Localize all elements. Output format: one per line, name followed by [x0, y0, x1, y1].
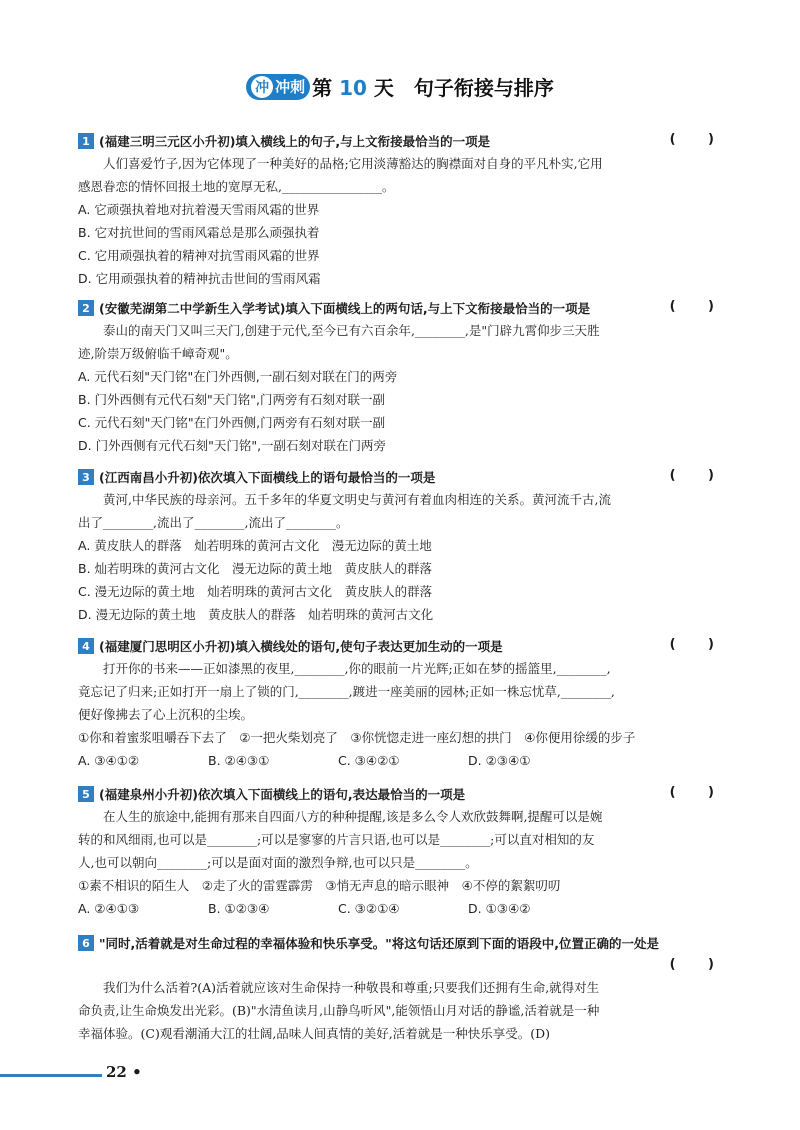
- option-a[interactable]: A. ③④①②: [78, 753, 140, 768]
- option-a[interactable]: A. 元代石刻"天门铭"在门外西侧,一副石刻对联在门的两旁: [78, 369, 398, 384]
- option-c[interactable]: C. 元代石刻"天门铭"在门外西侧,门两旁有石刻对联一副: [78, 415, 386, 430]
- passage-line: 在人生的旅途中,能拥有那来自四面八方的种种提醒,该是多么令人欢欣鼓舞啊,提醒可以是婉: [103, 809, 603, 824]
- question-3: [78, 466, 728, 626]
- page-title: [0, 72, 800, 106]
- question-title: (福建三明三元区小升初)填入横线上的句子,与上文衔接最恰当的一项是: [99, 134, 491, 149]
- passage-line: 泰山的南天门又叫三天门,创建于元代,至今已有六百余年,________,是"门辟九霄仰步三天胜: [103, 323, 600, 338]
- passage-line: 出了________,流出了________,流出了________。: [78, 515, 349, 530]
- passage-line: 感恩眷恋的情怀回报土地的宽厚无私,________________。: [78, 179, 395, 194]
- option-d[interactable]: D. 它用顽强执着的精神抗击世间的雪雨风霜: [78, 271, 321, 286]
- passage-line: 我们为什么活着?(A)活着就应该对生命保持一种敬畏和尊重;只要我们还拥有生命,就得对生: [103, 980, 600, 995]
- option-c[interactable]: C. ③②①④: [338, 901, 400, 916]
- answer-paren[interactable]: ( ): [669, 132, 728, 147]
- question-number: 2: [78, 300, 94, 316]
- passage-line: 便好像拂去了心上沉积的尘埃。: [78, 707, 254, 722]
- option-d[interactable]: D. ①③④②: [468, 901, 531, 916]
- passage-line: 迹,阶崇万级俯临千嶂奇观"。: [78, 346, 238, 361]
- page-footer: [0, 1060, 800, 1090]
- question-5: [78, 783, 728, 920]
- option-d[interactable]: D. 漫无边际的黄土地 黄皮肤人的群落 灿若明珠的黄河古文化: [78, 607, 434, 622]
- page-number: 22 •: [106, 1063, 142, 1081]
- option-a[interactable]: A. 它顽强执着地对抗着漫天雪雨风霜的世界: [78, 202, 320, 217]
- passage-line: 幸福体验。(C)观看潮涌大江的壮阔,品味人间真情的美好,活着就是一种快乐享受。(D): [78, 1026, 551, 1041]
- question-title: (安徽芜湖第二中学新生入学考试)填入下面横线上的两句话,与上下文衔接最恰当的一项是: [99, 301, 591, 316]
- option-b[interactable]: B. 门外西侧有元代石刻"天门铭",门两旁有石刻对联一副: [78, 392, 385, 407]
- answer-paren[interactable]: ( ): [669, 637, 728, 652]
- question-4: [78, 635, 728, 772]
- question-number: 5: [78, 786, 94, 802]
- question-title: "同时,活着就是对生命过程的幸福体验和快乐享受。"将这句话还原到下面的语段中,位置正确的一处是: [99, 936, 660, 951]
- option-b[interactable]: B. 它对抗世间的雪雨风霜总是那么顽强执着: [78, 225, 320, 240]
- question-title: (江西南昌小升初)依次填入下面横线上的语句最恰当的一项是: [99, 470, 436, 485]
- option-row: [78, 749, 728, 772]
- badge-first-char: 冲: [251, 76, 273, 98]
- option-b[interactable]: B. ②④③①: [208, 753, 270, 768]
- option-row: [78, 897, 728, 920]
- option-a[interactable]: A. ②④①③: [78, 901, 140, 916]
- title-text: 第 10 天 句子衔接与排序: [312, 76, 554, 100]
- answer-paren[interactable]: ( ): [669, 785, 728, 800]
- question-6: [78, 932, 728, 1045]
- option-c[interactable]: C. 它用顽强执着的精神对抗雪雨风霜的世界: [78, 248, 320, 263]
- answer-paren[interactable]: ( ): [669, 468, 728, 483]
- passage-line: 人,也可以朝向________;可以是面对面的激烈争辩,也可以只是________。: [78, 855, 478, 870]
- question-title: (福建泉州小升初)依次填入下面横线上的语句,表达最恰当的一项是: [99, 787, 466, 802]
- passage-line: 命负责,让生命焕发出光彩。(B)"水清鱼读月,山静鸟听风",能领悟山月对话的静谧,活着就是一种: [78, 1003, 600, 1018]
- question-title: (福建厦门思明区小升初)填入横线处的语句,使句子表达更加生动的一项是: [99, 639, 503, 654]
- question-1: [78, 130, 728, 290]
- day-number: 10: [339, 76, 367, 100]
- question-number: 6: [78, 935, 94, 951]
- question-number: 4: [78, 638, 94, 654]
- option-d[interactable]: D. 门外西侧有元代石刻"天门铭",一副石刻对联在门两旁: [78, 438, 387, 453]
- passage-line: 人们喜爱竹子,因为它体现了一种美好的品格;它用淡薄豁达的胸襟面对自身的平凡朴实,它用: [103, 156, 603, 171]
- choice-list: ①你和着蜜浆咀嚼吞下去了 ②一把火柴划亮了 ③你恍惚走进一座幻想的拱门 ④你便用徐缓的步子: [78, 730, 636, 745]
- question-number: 1: [78, 133, 94, 149]
- option-b[interactable]: B. ①②③④: [208, 901, 270, 916]
- option-d[interactable]: D. ②③④①: [468, 753, 531, 768]
- answer-paren[interactable]: ( ): [669, 957, 728, 972]
- option-b[interactable]: B. 灿若明珠的黄河古文化 漫无边际的黄土地 黄皮肤人的群落: [78, 561, 433, 576]
- option-c[interactable]: C. 漫无边际的黄土地 灿若明珠的黄河古文化 黄皮肤人的群落: [78, 584, 433, 599]
- answer-paren[interactable]: ( ): [669, 299, 728, 314]
- choice-list: ①素不相识的陌生人 ②走了火的雷霆霹雳 ③悄无声息的暗示眼神 ④不停的絮絮叨叨: [78, 878, 561, 893]
- option-c[interactable]: C. ③④②①: [338, 753, 400, 768]
- footer-rule: [0, 1074, 102, 1077]
- passage-line: 黄河,中华民族的母亲河。五千多年的华夏文明史与黄河有着血肉相连的关系。黄河流千古,流: [103, 492, 611, 507]
- badge-text: 冲刺: [275, 78, 306, 96]
- passage-line: 打开你的书来——正如漆黑的夜里,________,你的眼前一片光辉;正如在梦的摇篮里,________,: [103, 661, 611, 676]
- passage-line: 竟忘记了归来;正如打开一扇上了锁的门,________,踱进一座美丽的园林;正如一株忘忧草,________,: [78, 684, 615, 699]
- sprint-badge: [246, 74, 310, 100]
- question-2: [78, 297, 728, 457]
- passage-line: 转的和风细雨,也可以是________;可以是寥寥的片言只语,也可以是________;可以直对相知的友: [78, 832, 595, 847]
- option-a[interactable]: A. 黄皮肤人的群落 灿若明珠的黄河古文化 漫无边际的黄土地: [78, 538, 432, 553]
- question-number: 3: [78, 469, 94, 485]
